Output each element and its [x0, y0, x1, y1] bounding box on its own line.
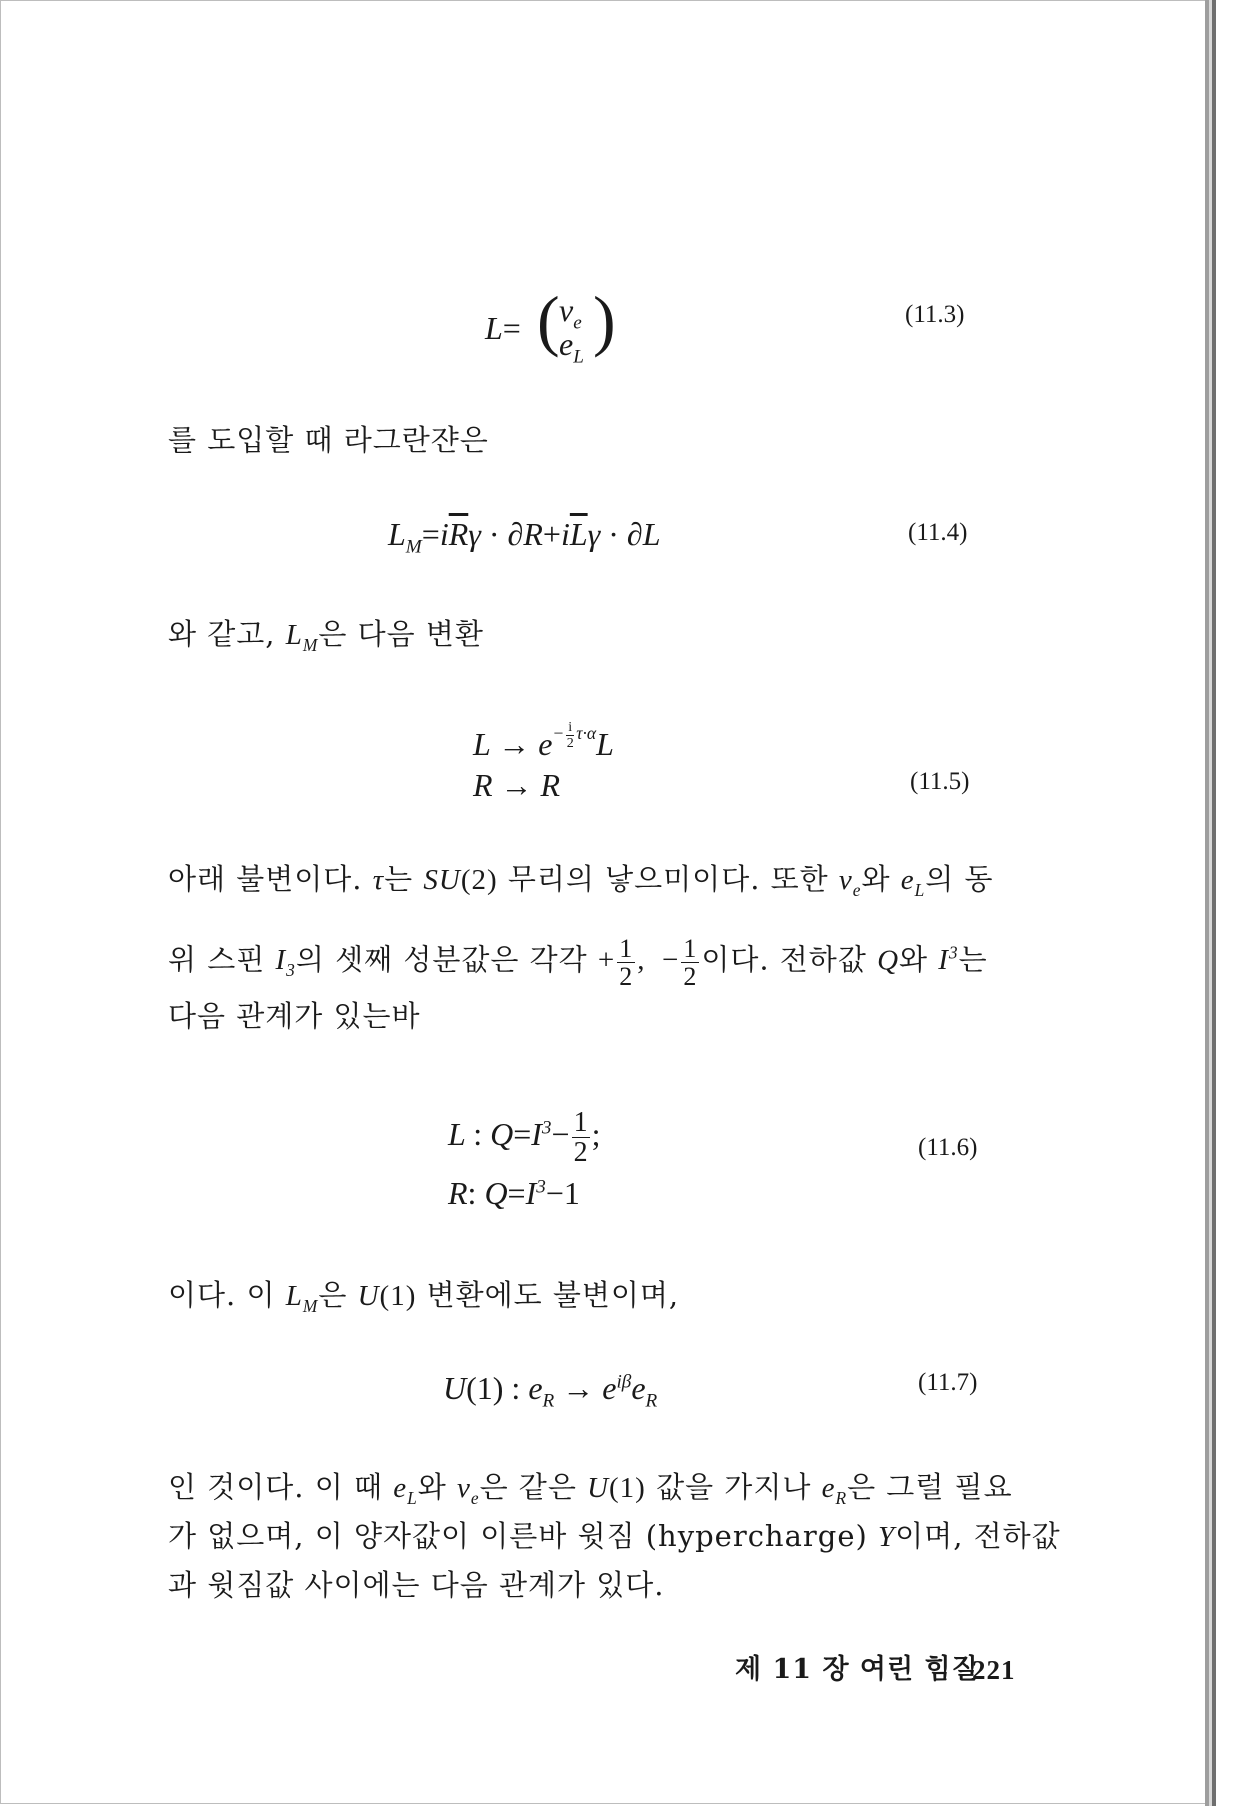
equation-11-3: L= ( $\nu_e$ $e_L$ ) [485, 282, 616, 368]
running-footer: 제 11 장 여린 힘질 [735, 1654, 979, 1685]
text-fragment: 는 [958, 942, 988, 977]
paragraph-line: 와 같고, $L_M$은 다음 변환 [168, 617, 484, 655]
equation-11-4: $L_M=i\overline{R}\gamma \cdot \partial R+i\overline{L}\gamma \cdot \partial L$ [388, 516, 661, 558]
paragraph-line: 가 없으며, 이 양자값이 이른바 윗짐 (hypercharge) Y이며, 전하값 [168, 1519, 1061, 1553]
equation-11-5-line1: $L \to e^{- \frac{i}{2} \tau\cdot\alpha}L$ [473, 719, 614, 763]
equation-number: (11.3) [905, 301, 965, 328]
text-fragment: 은 같은 [479, 1470, 577, 1504]
text-fragment: 와 [861, 862, 891, 896]
text-fragment: 인 것이다. 이 때 [168, 1470, 383, 1504]
paragraph-line: 를 도입할 때 라그란쟌은 [168, 423, 489, 457]
text-fragment: 은 다음 변환 [318, 617, 484, 651]
text-fragment: 위 스핀 [168, 942, 266, 977]
paragraph-line: 다음 관계가 있는바 [168, 999, 421, 1033]
text-fragment: 이다. 전하값 [701, 942, 867, 977]
text-fragment: 무리의 낳으미이다. 또한 [507, 862, 829, 896]
text-fragment: 아래 불변이다. [168, 862, 363, 896]
text-fragment: 와 [899, 942, 929, 977]
equation-number: (11.5) [910, 768, 970, 795]
text-fragment: 와 같고, [168, 617, 276, 651]
page-number: 221 [972, 1655, 1016, 1685]
text-fragment: 변환에도 불변이며, [426, 1278, 680, 1312]
paragraph-line: 인 것이다. 이 때 $e_L$와 $\nu_e$은 같은 U(1) 값을 가지나 $e_R$은 그럴 필요 [168, 1470, 1013, 1508]
paragraph-line: 아래 불변이다. τ는 SU(2) 무리의 낳으미이다. 또한 $\nu_e$와 $e_L$의 동 [168, 862, 994, 900]
text-fragment: 와 [417, 1470, 447, 1504]
text-fragment: 의 셋째 성분값은 각각 [295, 942, 588, 977]
text-fragment: 이며, 전하값 [895, 1519, 1061, 1553]
text-fragment: 가 없으며, 이 양자값이 이른바 윗짐 (hypercharge) [168, 1519, 868, 1553]
text-fragment: 은 [318, 1278, 348, 1312]
text-fragment: 값을 가지나 [656, 1470, 812, 1504]
equation-number: (11.7) [918, 1369, 978, 1396]
paragraph-line: 위 스핀 $I_3$의 셋째 성분값은 각각 + $\frac{1}{2}$ , − $\frac{1}{2}$ 이다. 전하값 Q와 $I^3$는 [168, 934, 988, 992]
text-fragment: 은 그럴 필요 [847, 1470, 1013, 1504]
text-fragment: 이다. 이 [168, 1278, 276, 1312]
equation-11-7: U(1) : $e_R \to e^{i\beta}e_R$ [443, 1370, 658, 1412]
paragraph-line: 이다. 이 $L_M$은 U(1) 변환에도 불변이며, [168, 1278, 680, 1316]
equation-11-6-line1: L : $Q=I^3-$ $\frac{1}{2}$ ; [448, 1107, 601, 1169]
text-fragment: 는 [384, 862, 414, 896]
equation-number: (11.4) [908, 519, 968, 546]
page-edge [1216, 0, 1258, 1806]
equation-number: (11.6) [918, 1134, 978, 1161]
equation-11-5-line2: R → R [473, 767, 561, 803]
text-fragment: 의 동 [925, 862, 994, 896]
paragraph-line: 과 윗짐값 사이에는 다음 관계가 있다. [168, 1568, 665, 1602]
equation-11-6-line2: R: $Q=I^3-1$ [448, 1175, 580, 1211]
